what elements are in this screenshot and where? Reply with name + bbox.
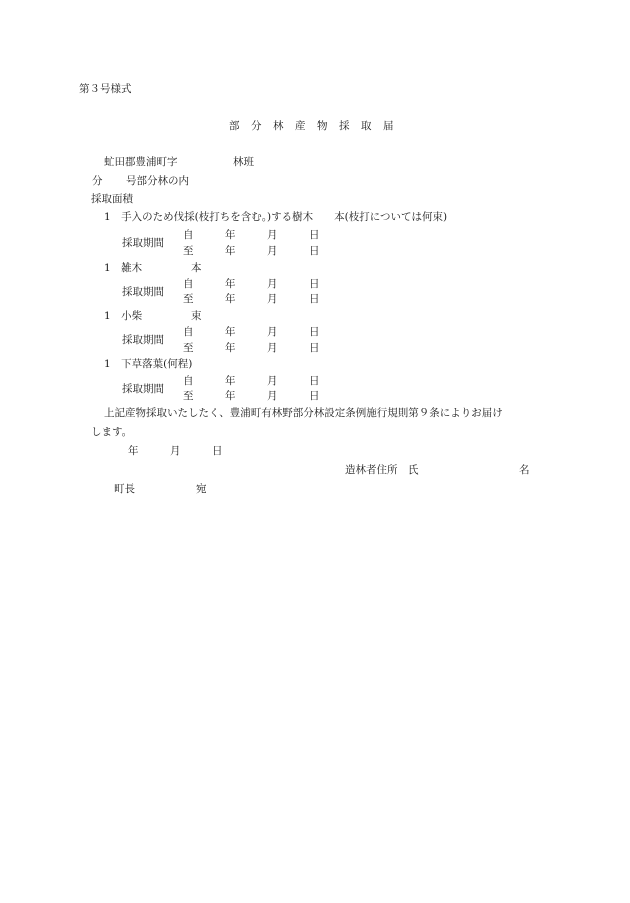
honorific: 宛 xyxy=(196,483,207,495)
item-3-to-row: 至 年 月 日 xyxy=(183,342,320,354)
harvest-area-label: 採取面積 xyxy=(91,193,133,205)
form-number: 第３号様式 xyxy=(79,83,132,95)
item-3-line: 1 小柴 xyxy=(104,310,143,322)
item-2-unit: 本 xyxy=(191,262,202,274)
item-1-line: 1 手入のため伐採(枝打ちを含む。)する樹木 本(枝打については何束) xyxy=(104,211,448,223)
item-1-from-row: 自 年 月 日 xyxy=(183,229,320,241)
item-4-to-row: 至 年 月 日 xyxy=(183,390,320,402)
item-3-unit: 束 xyxy=(191,310,202,322)
recipient: 町長 xyxy=(114,483,135,495)
item-1-to-row: 至 年 月 日 xyxy=(183,245,320,257)
date-line: 年 月 日 xyxy=(128,445,223,457)
item-3-from-row: 自 年 月 日 xyxy=(183,326,320,338)
item-2-line: 1 雑木 xyxy=(104,262,143,274)
location-sub-forest: 号部分林の内 xyxy=(126,175,189,187)
item-3-period-label: 採取期間 xyxy=(122,334,164,346)
item-4-line: 1 下草落葉(何程) xyxy=(104,358,193,370)
name-label: 名 xyxy=(519,464,530,476)
document-title: 部 分 林 産 物 採 取 届 xyxy=(229,120,394,132)
item-2-period-label: 採取期間 xyxy=(122,286,164,298)
item-2-to-row: 至 年 月 日 xyxy=(183,293,320,305)
item-2-from-row: 自 年 月 日 xyxy=(183,278,320,290)
item-4-from-row: 自 年 月 日 xyxy=(183,375,320,387)
applicant-label: 造林者住所 氏 xyxy=(345,464,419,476)
item-1-period-label: 採取期間 xyxy=(122,237,164,249)
location-district: 虻田郡豊浦町字 xyxy=(104,156,178,168)
location-forest-block: 林班 xyxy=(233,156,254,168)
item-4-period-label: 採取期間 xyxy=(122,383,164,395)
declaration-line-2: します。 xyxy=(91,426,133,438)
declaration-line-1: 上記産物採取いたしたく、豊浦町有林野部分林設定条例施行規則第９条によりお届け xyxy=(104,407,503,419)
location-sub-label: 分 xyxy=(92,175,103,187)
